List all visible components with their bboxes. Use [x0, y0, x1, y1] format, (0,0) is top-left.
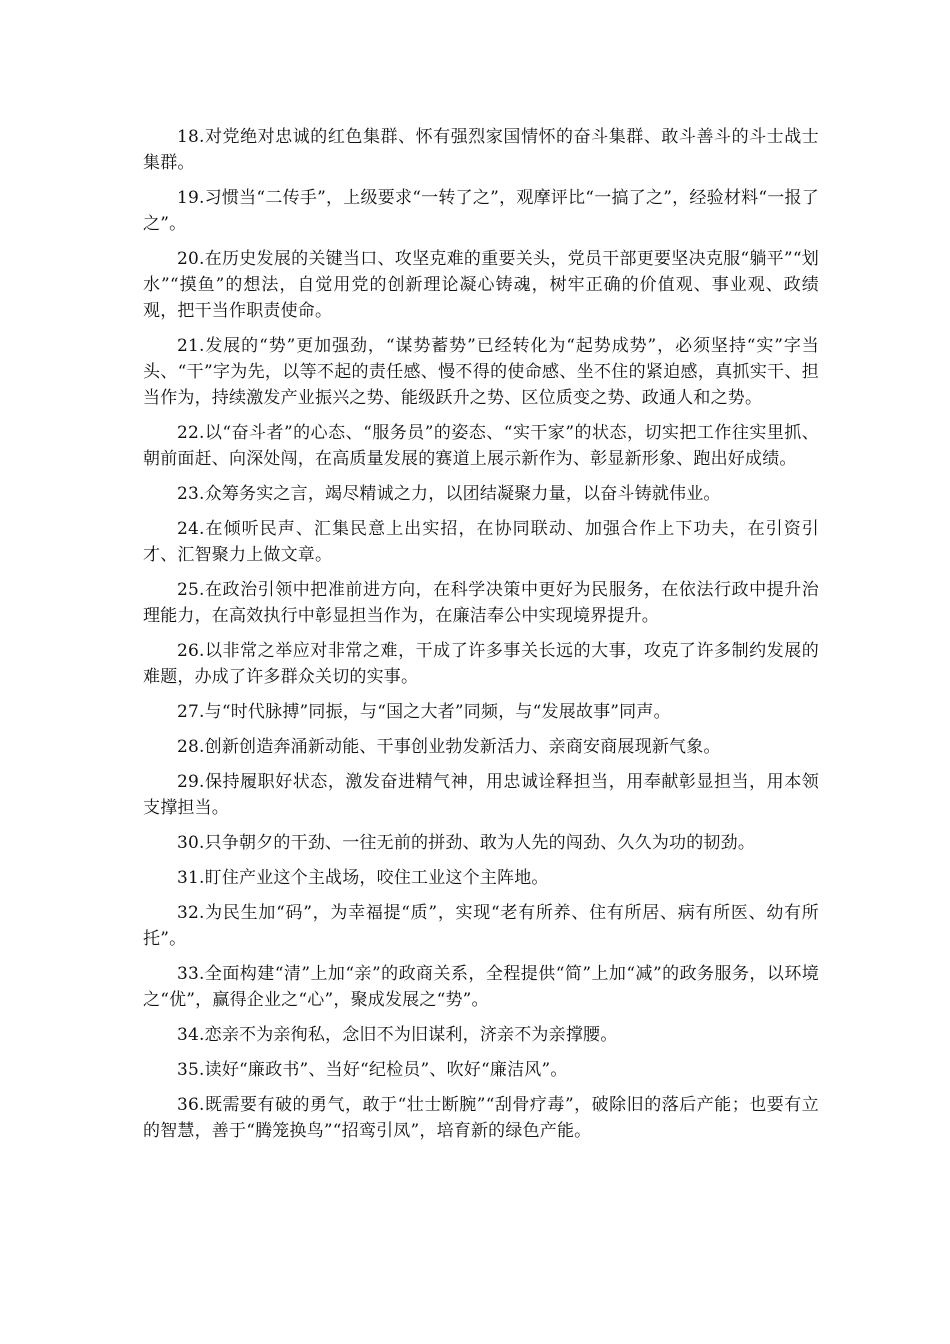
- paragraph-19: 19.习惯当“二传手”，上级要求“一转了之”，观摩评比“一搞了之”，经验材料“一报了之”。: [143, 188, 819, 234]
- paragraph-34: 34.恋亲不为亲徇私，念旧不为旧谋利，济亲不为亲撑腰。: [177, 1025, 618, 1045]
- paragraph-23: 23.众筹务实之言，竭尽精诚之力，以团结凝聚力量，以奋斗铸就伟业。: [177, 484, 721, 504]
- paragraph-28: 28.创新创造奔涌新动能、干事创业勃发新活力、亲商安商展现新气象。: [177, 737, 721, 757]
- paragraph-32: 32.为民生加“码”，为幸福提“质”，实现“老有所养、住有所居、病有所医、幼有所托”。: [143, 903, 819, 949]
- document-body: [143, 124, 819, 1153]
- paragraph-31: 31.盯住产业这个主战场，咬住工业这个主阵地。: [177, 868, 549, 888]
- paragraph-33: 33.全面构建“清”上加“亲”的政商关系，全程提供“简”上加“减”的政务服务，以环境之“优”，赢得企业之“心”，聚成发展之“势”。: [143, 964, 819, 1010]
- paragraph-30: 30.只争朝夕的干劲、一往无前的拼劲、敢为人先的闯劲、久久为功的韧劲。: [177, 833, 756, 853]
- paragraph-18: 18.对党绝对忠诚的红色集群、怀有强烈家国情怀的奋斗集群、敢斗善斗的斗士战士集群。: [143, 127, 819, 173]
- paragraph-36: 36.既需要有破的勇气，敢于“壮士断腕”“刮骨疗毒”，破除旧的落后产能；也要有立的智慧，善于“腾笼换鸟”“招鸾引凤”，培育新的绿色产能。: [143, 1095, 819, 1141]
- paragraph-27: 27.与“时代脉搏”同振，与“国之大者”同频，与“发展故事”同声。: [177, 702, 671, 722]
- paragraph-29: 29.保持履职好状态，激发奋进精气神，用忠诚诠释担当，用奉献彰显担当，用本领支撑担当。: [143, 772, 819, 818]
- paragraph-26: 26.以非常之举应对非常之难，干成了许多事关长远的大事，攻克了许多制约发展的难题，办成了许多群众关切的实事。: [143, 641, 819, 687]
- paragraph-20: 20.在历史发展的关键当口、攻坚克难的重要关头，党员干部更要坚决克服“躺平”“划水”“摸鱼”的想法，自觉用党的创新理论凝心铸魂，树牢正确的价值观、事业观、政绩观，把干当作职责使命。: [143, 249, 819, 321]
- paragraph-35: 35.读好“廉政书”、当好“纪检员”、吹好“廉洁风”。: [177, 1060, 568, 1080]
- paragraph-21: 21.发展的“势”更加强劲，“谋势蓄势”已经转化为“起势成势”，必须坚持“实”字当头、“干”字为先，以等不起的责任感、慢不得的使命感、坐不住的紧迫感，真抓实干、担当作为，持续激发产业振兴之势、能级跃升之势、区位质变之势、政通人和之势。: [143, 336, 819, 408]
- paragraph-24: 24.在倾听民声、汇集民意上出实招，在协同联动、加强合作上下功夫，在引资引才、汇智聚力上做文章。: [143, 519, 819, 565]
- paragraph-22: 22.以“奋斗者”的心态、“服务员”的姿态、“实干家”的状态，切实把工作往实里抓、朝前面赶、向深处闯，在高质量发展的赛道上展示新作为、彰显新形象、跑出好成绩。: [143, 423, 819, 469]
- paragraph-25: 25.在政治引领中把准前进方向，在科学决策中更好为民服务，在依法行政中提升治理能力，在高效执行中彰显担当作为，在廉洁奉公中实现境界提升。: [143, 580, 819, 626]
